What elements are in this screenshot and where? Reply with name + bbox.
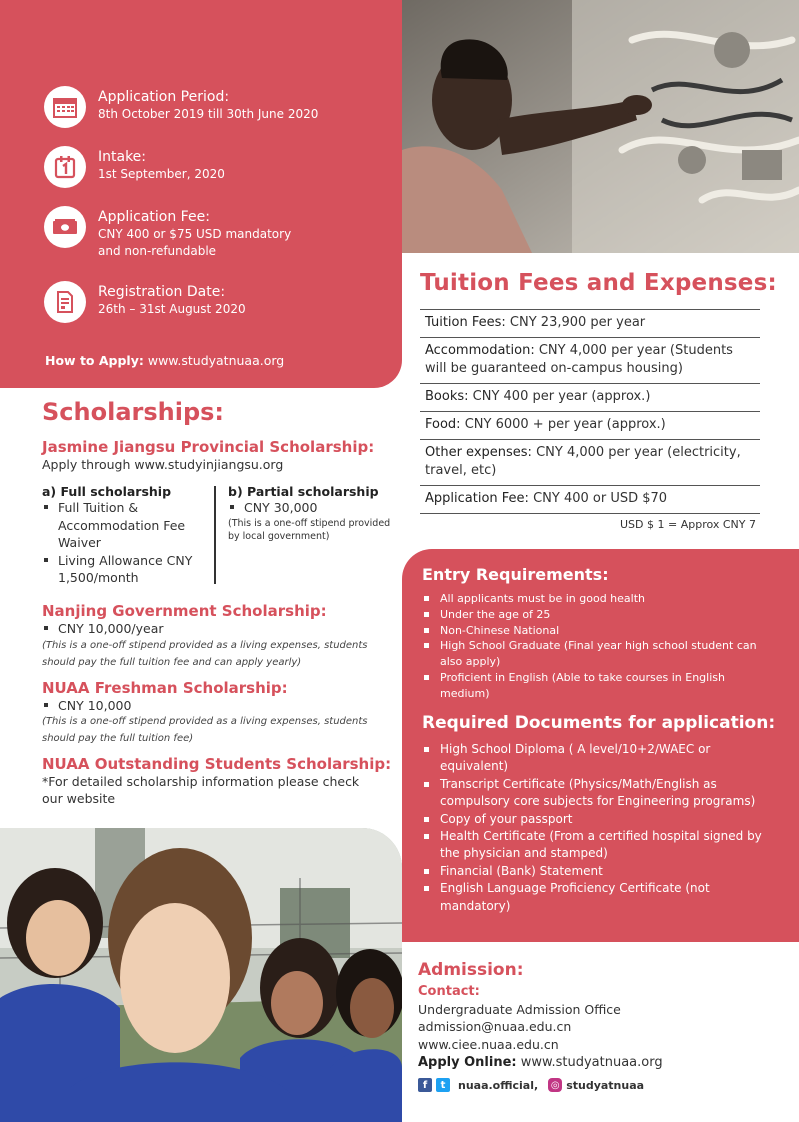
- list-item: Financial (Bank) Statement: [422, 863, 762, 880]
- list-item: Full Tuition & Accommodation Fee Waiver: [42, 499, 210, 552]
- twitter-icon[interactable]: t: [436, 1078, 450, 1092]
- partial-scholarship-title: b) Partial scholarship: [228, 484, 379, 499]
- list-item: Non-Chinese National: [422, 623, 762, 639]
- full-scholarship-block: [42, 484, 210, 587]
- apply-online-label: Apply Online:: [418, 1055, 517, 1070]
- fee-value: CNY 6000 + per year (approx.): [464, 417, 666, 432]
- column-divider: [214, 486, 216, 584]
- info-title: Intake:: [98, 149, 147, 165]
- list-item: Living Allowance CNY 1,500/month: [42, 552, 210, 587]
- fee-label: Tuition Fees:: [425, 315, 506, 330]
- info-line: 26th – 31st August 2020: [98, 302, 246, 316]
- list-item: Proficient in English (Able to take courses in English medium): [422, 670, 762, 702]
- outstanding-scholarship-text: *For detailed scholarship information please check our website: [42, 774, 360, 806]
- fee-label: Food:: [425, 417, 461, 432]
- entry-requirements-title: Entry Requirements:: [422, 565, 609, 584]
- social-handle[interactable]: nuaa.official,: [458, 1078, 539, 1092]
- fee-value: CNY 23,900 per year: [509, 315, 646, 330]
- list-item: Health Certificate (From a certified hospital signed by the physician and stamped): [422, 828, 762, 863]
- required-documents-list: [422, 741, 762, 915]
- info-title: Application Period:: [98, 89, 230, 105]
- fee-label: Application Fee:: [425, 491, 529, 506]
- fee-label: Books:: [425, 389, 469, 404]
- nanjing-scholarship-list: [42, 620, 164, 638]
- how-to-apply: [45, 353, 284, 368]
- fee-row-food: [420, 412, 760, 440]
- info-line: CNY 400 or $75 USD mandatory: [98, 227, 292, 241]
- info-line: and non-refundable: [98, 244, 217, 258]
- fee-row-books: [420, 384, 760, 412]
- nanjing-scholarship-title: Nanjing Government Scholarship:: [42, 602, 327, 620]
- fee-label: Accommodation:: [425, 343, 535, 358]
- fee-row-tuition: [420, 310, 760, 338]
- fee-value: CNY 4,000 per year (electricity, travel, etc): [425, 445, 741, 478]
- full-scholarship-list: [42, 499, 210, 587]
- tuition-fees-list: [420, 309, 760, 514]
- partial-scholarship-note: (This is a one-off stipend provided by local government): [228, 517, 391, 542]
- list-item: English Language Proficiency Certificate (not mandatory): [422, 880, 762, 915]
- fee-row-application: [420, 486, 760, 514]
- admission-email[interactable]: admission@nuaa.edu.cn: [418, 1019, 572, 1034]
- exchange-rate-note: USD $ 1 = Approx CNY 7: [620, 518, 756, 531]
- fee-value: CNY 400 or USD $70: [533, 491, 668, 506]
- partial-scholarship-block: [228, 484, 393, 543]
- outstanding-scholarship-title: NUAA Outstanding Students Scholarship:: [42, 755, 392, 773]
- list-item: CNY 10,000/year: [42, 620, 164, 638]
- freshman-scholarship-list: [42, 697, 131, 715]
- jasmine-scholarship-title: Jasmine Jiangsu Provincial Scholarship:: [42, 438, 375, 456]
- students-selfie-photo: [0, 828, 402, 1122]
- list-item: All applicants must be in good health: [422, 591, 762, 607]
- freshman-scholarship-note: (This is a one-off stipend provided as a living expenses, students should pay the full tuition fee): [42, 716, 368, 744]
- jasmine-apply-text: Apply through www.studyinjiangsu.org: [42, 457, 284, 472]
- info-line: 1st September, 2020: [98, 167, 225, 181]
- fee-value: CNY 4,000 per year (Students will be guaranteed on-campus housing): [425, 343, 733, 376]
- list-item: High School Graduate (Final year high school student can also apply): [422, 638, 762, 670]
- fee-value: CNY 400 per year (approx.): [472, 389, 651, 404]
- social-links: [418, 1078, 644, 1092]
- how-to-apply-label: How to Apply:: [45, 353, 144, 368]
- scholarships-title: Scholarships:: [42, 398, 225, 426]
- full-scholarship-title: a) Full scholarship: [42, 484, 172, 499]
- freshman-scholarship-title: NUAA Freshman Scholarship:: [42, 679, 288, 697]
- required-documents-title: Required Documents for application:: [422, 713, 776, 733]
- requirements-panel: [402, 549, 799, 942]
- social-handle[interactable]: studyatnuaa: [566, 1078, 645, 1092]
- calendar-icon: [44, 86, 86, 128]
- instagram-icon[interactable]: ◎: [548, 1078, 562, 1092]
- fee-label: Other expenses:: [425, 445, 532, 460]
- entry-requirements-list: [422, 591, 762, 702]
- nanjing-scholarship-note: (This is a one-off stipend provided as a living expenses, students should pay the full tuition fee and can apply yearly): [42, 640, 368, 668]
- list-item: Copy of your passport: [422, 811, 762, 828]
- fee-row-accommodation: [420, 338, 760, 384]
- list-item: Under the age of 25: [422, 607, 762, 623]
- fee-row-other: [420, 440, 760, 486]
- list-item: CNY 10,000: [42, 697, 131, 715]
- apply-online-link[interactable]: www.studyatnuaa.org: [520, 1055, 663, 1070]
- admission-office: Undergraduate Admission Office: [418, 1002, 621, 1017]
- info-title: Application Fee:: [98, 209, 210, 225]
- info-title: Registration Date:: [98, 284, 226, 300]
- money-icon: [44, 206, 86, 248]
- key-info-panel: [0, 0, 402, 388]
- partial-scholarship-list: [228, 499, 393, 517]
- tuition-title: Tuition Fees and Expenses:: [420, 270, 777, 296]
- engineering-student-photo: [402, 0, 799, 253]
- apply-online: [418, 1055, 663, 1070]
- info-line: 8th October 2019 till 30th June 2020: [98, 107, 319, 121]
- list-item: Transcript Certificate (Physics/Math/English as compulsory core subjects for Engineering programs): [422, 776, 762, 811]
- list-item: CNY 30,000: [228, 499, 393, 517]
- calendar-day-icon: [44, 146, 86, 188]
- facebook-icon[interactable]: f: [418, 1078, 432, 1092]
- how-to-apply-link[interactable]: www.studyatnuaa.org: [147, 353, 285, 368]
- list-item: High School Diploma ( A level/10+2/WAEC or equivalent): [422, 741, 762, 776]
- contact-label: Contact:: [418, 984, 480, 999]
- admission-website[interactable]: www.ciee.nuaa.edu.cn: [418, 1037, 559, 1052]
- admission-title: Admission:: [418, 960, 524, 980]
- form-icon: [44, 281, 86, 323]
